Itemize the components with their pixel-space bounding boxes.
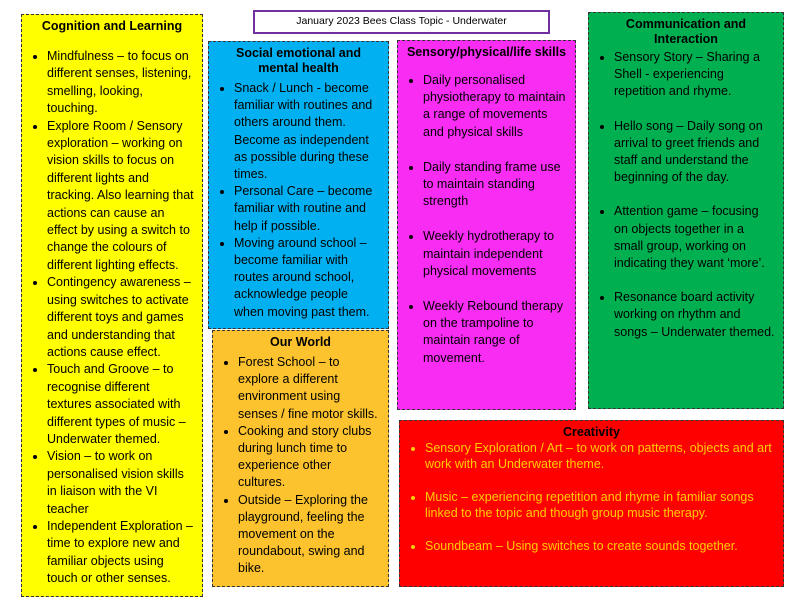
list-item: • Independent Exploration – time to explore new and familiar objects using touch or other senses. [47, 518, 194, 588]
our-world-box [212, 330, 389, 587]
list-item: • Personal Care – become familiar with routine and help if possible. [234, 183, 380, 235]
list-item: • Explore Room / Sensory exploration – working on vision skills to focus on different lights and tracking. Also learning that actions can cause an effect by using a switch to change the colours of different lighting effects. [47, 118, 194, 275]
page-title: January 2023 Bees Class Topic - Underwater [253, 10, 550, 34]
communication-heading: Communication and Interaction [625, 17, 747, 46]
sensory-list [406, 72, 567, 367]
list-item: • Resonance board activity working on rhythm and songs – Underwater themed. [614, 289, 775, 341]
list-item: • Weekly hydrotherapy to maintain independent physical movements [423, 228, 567, 280]
creativity-list [408, 440, 775, 554]
list-item: • Sensory Story – Sharing a Shell - experiencing repetition and rhyme. [614, 49, 775, 101]
world-list [221, 354, 380, 578]
communication-list [597, 49, 775, 341]
cognition-heading: Cognition and Learning [41, 19, 183, 33]
communication-interaction-box [588, 12, 784, 409]
list-item: • Vision – to work on personalised vision skills in liaison with the VI teacher [47, 448, 194, 518]
list-item: • Contingency awareness – using switches to activate different toys and games and understanding that actions cause effect. [47, 274, 194, 361]
list-item: • Weekly Rebound therapy on the trampoline to maintain range of movement. [423, 298, 567, 367]
list-item: • Touch and Groove – to recognise different textures associated with different types of music – Underwater themed. [47, 361, 194, 448]
list-item: • Mindfulness – to focus on different senses, listening, smelling, looking, touching. [47, 48, 194, 118]
list-item: • Music – experiencing repetition and rhyme in familiar songs linked to the topic and though group music therapy. [425, 489, 775, 522]
creativity-box [399, 420, 784, 587]
list-item: • Hello song – Daily song on arrival to greet friends and staff and understand the beginning of the day. [614, 118, 775, 187]
list-item: • Daily standing frame use to maintain standing strength [423, 159, 567, 211]
list-item: • Cooking and story clubs during lunch time to experience other cultures. [238, 423, 380, 492]
sensory-physical-box [397, 40, 576, 410]
cognition-learning-box [21, 14, 203, 597]
social-emotional-box [208, 41, 389, 329]
social-list [217, 80, 380, 321]
creativity-heading: Creativity [563, 425, 620, 439]
sensory-heading: Sensory/physical/life skills [406, 45, 567, 59]
list-item: • Attention game – focusing on objects together in a small group, working on indicating they want ‘more’. [614, 203, 775, 272]
list-item: • Forest School – to explore a different environment using senses / fine motor skills. [238, 354, 380, 423]
cognition-list [30, 48, 194, 588]
world-heading: Our World [270, 335, 331, 349]
list-item: • Outside – Exploring the playground, feeling the movement on the roundabout, swing and bike. [238, 492, 380, 578]
list-item: • Soundbeam – Using switches to create sounds together. [425, 538, 775, 554]
list-item: • Snack / Lunch - become familiar with routines and others around them. Become as independent as possible during these times. [234, 80, 380, 183]
list-item: • Sensory Exploration / Art – to work on patterns, objects and art work with an Underwater theme. [425, 440, 775, 473]
social-heading: Social emotional and mental health [235, 46, 362, 75]
list-item: • Moving around school – become familiar with routes around school, acknowledge people when moving past them. [234, 235, 380, 321]
list-item: • Daily personalised physiotherapy to maintain a range of movements and physical skills [423, 72, 567, 141]
